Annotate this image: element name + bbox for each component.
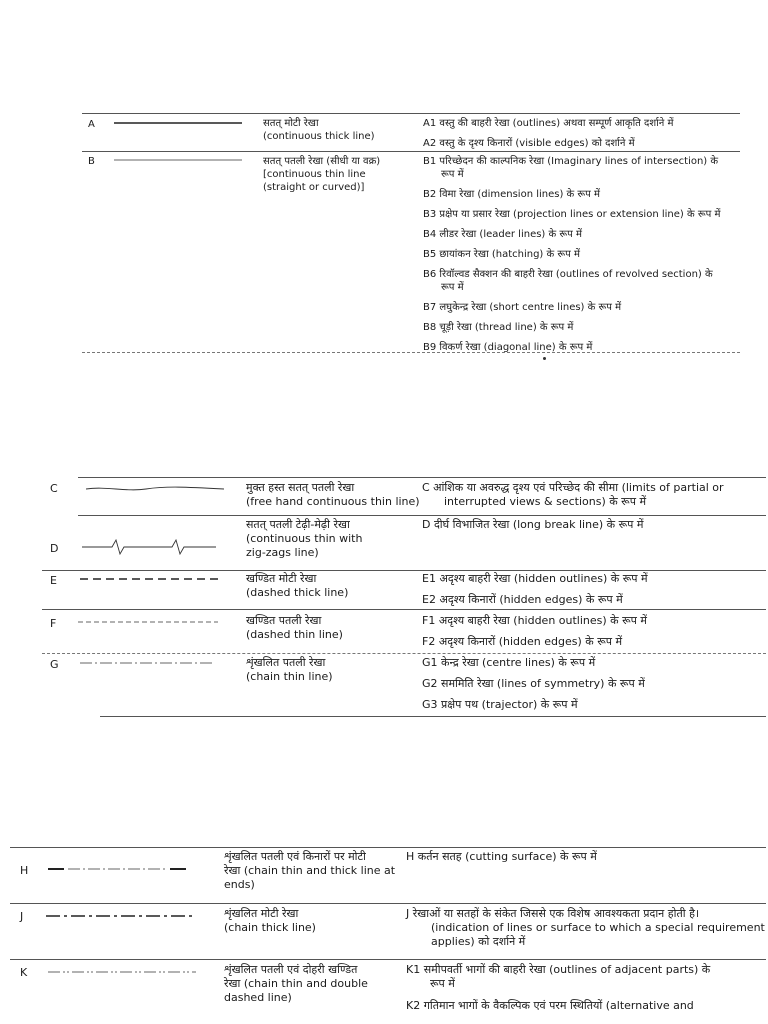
table-section-2 <box>0 380 768 760</box>
line-uses <box>422 481 766 509</box>
use-item: A2 वस्तु के दृश्य किनारों (visible edges) को दर्शाने में <box>423 138 635 149</box>
line-name-hindi: सतत् पतली रेखा (सीधी या वक्र) <box>263 156 381 167</box>
line-name-english: (chain thick line) <box>224 921 316 934</box>
line-name-hindi: मुक्त हस्त सतत् पतली रेखा <box>246 481 355 494</box>
use-item: B1 परिच्छेदन की काल्पनिक रेखा (Imaginary lines of intersection) के <box>423 156 719 167</box>
line-uses <box>422 614 766 656</box>
use-item: रूप में <box>430 977 455 990</box>
use-item: J रेखाओं या सतहों के संकेत जिससे एक विशेष आवश्यकता प्रदान होती है। <box>406 907 700 920</box>
use-item: रूप में <box>441 169 464 180</box>
line-code: J <box>20 910 24 923</box>
line-name <box>246 656 416 684</box>
line-name-hindi: खण्डित पतली रेखा <box>246 614 322 627</box>
use-item: A1 वस्तु की बाहरी रेखा (outlines) अथवा सम्पूर्ण आकृति दर्शाने में <box>423 118 674 129</box>
line-name-hindi: शृंखलित पतली एवं दोहरी खण्डित <box>224 963 358 976</box>
line-uses <box>422 656 766 719</box>
use-item: B5 छायांकन रेखा (hatching) के रूप में <box>423 249 580 260</box>
row-divider <box>42 570 766 571</box>
use-item: C आंशिक या अवरुद्ध दृश्य एवं परिच्छेद की सीमा (limits of partial or <box>422 481 724 494</box>
line-sample-continuous-thin <box>114 155 244 165</box>
line-code: H <box>20 864 29 877</box>
line-code: G <box>50 658 59 671</box>
line-code: A <box>88 119 95 130</box>
table-top-rule <box>10 847 766 848</box>
use-item: D दीर्घ विभाजित रेखा (long break line) के रूप में <box>422 518 644 531</box>
use-item: B9 विकर्ण रेखा (diagonal line) के रूप में <box>423 342 593 353</box>
line-uses <box>406 963 766 1013</box>
line-name <box>263 117 413 143</box>
line-name <box>224 907 404 935</box>
line-code: C <box>50 482 58 495</box>
line-sample-dashed-thin <box>78 617 220 627</box>
line-name <box>246 481 426 509</box>
line-uses <box>422 572 766 614</box>
line-name-hindi: शृंखलित मोटी रेखा <box>224 907 299 920</box>
line-name-english: dashed line) <box>224 991 292 1004</box>
table-top-rule <box>82 113 740 114</box>
row-divider <box>42 653 766 654</box>
use-item: रूप में <box>441 282 464 293</box>
line-sample-continuous-thick <box>114 118 244 128</box>
use-item: B8 चूड़ी रेखा (thread line) के रूप में <box>423 322 574 333</box>
row-divider <box>10 903 766 904</box>
line-name <box>224 963 400 1005</box>
line-name-hindi: सतत् पतली टेढ़ी-मेढ़ी रेखा <box>246 518 350 531</box>
use-item: (indication of lines or surface to which a special requirement <box>431 921 765 934</box>
line-name-hindi: शृंखलित पतली एवं किनारों पर मोटी <box>224 850 366 863</box>
line-name-english: (continuous thick line) <box>263 131 375 142</box>
line-name-english: (free hand continuous thin line) <box>246 495 420 508</box>
line-name-english: (straight or curved)] <box>263 182 365 193</box>
use-item: B6 रिवॉल्वड सैक्शन की बाहरी रेखा (outlines of revolved section) के <box>423 269 713 280</box>
line-name-hindi: खण्डित मोटी रेखा <box>246 572 317 585</box>
line-uses <box>422 518 766 532</box>
line-name-english: (dashed thick line) <box>246 586 349 599</box>
use-item: K1 समीपवर्ती भागों की बाहरी रेखा (outlines of adjacent parts) के <box>406 963 711 976</box>
line-sample-chain-thin-thick-ends <box>48 864 188 874</box>
use-item: B2 विमा रेखा (dimension lines) के रूप में <box>423 189 601 200</box>
use-item: interrupted views & sections) के रूप में <box>444 495 647 508</box>
line-name-english: [continuous thin line <box>263 169 366 180</box>
table-top-rule <box>78 477 766 478</box>
use-item: B3 प्रक्षेप या प्रसार रेखा (projection lines or extension line) के रूप में <box>423 209 721 220</box>
line-name <box>246 518 416 560</box>
line-code: E <box>50 574 57 587</box>
line-uses <box>406 850 766 864</box>
line-name-hindi: शृंखलित पतली रेखा <box>246 656 326 669</box>
line-uses <box>406 907 766 949</box>
line-sample-chain-thick <box>46 911 198 921</box>
table-bottom-rule <box>82 352 740 353</box>
use-item: K2 गतिमान भागों के वैकल्पिक एवं परम स्थितियों (alternative and <box>406 999 694 1012</box>
dot-mark <box>543 357 546 360</box>
line-name-english: रेखा (chain thin and double <box>224 977 368 990</box>
line-name <box>246 614 416 642</box>
line-name-english: ends) <box>224 878 255 891</box>
use-item: G3 प्रक्षेप पथ (trajector) के रूप में <box>422 698 578 711</box>
line-sample-chain-thin <box>80 658 216 668</box>
line-name <box>246 572 416 600</box>
table-bottom-rule <box>100 716 766 717</box>
use-item: F2 अदृश्य किनारों (hidden edges) के रूप में <box>422 635 623 648</box>
line-code: F <box>50 617 57 630</box>
row-divider <box>82 151 740 152</box>
line-sample-chain-thin-double-dashed <box>48 967 198 977</box>
table-section-1 <box>0 0 768 380</box>
line-name <box>224 850 404 892</box>
use-item: F1 अदृश्य बाहरी रेखा (hidden outlines) के रूप में <box>422 614 647 627</box>
use-item: G2 सममिति रेखा (lines of symmetry) के रूप में <box>422 677 645 690</box>
use-item: B7 लघुकेन्द्र रेखा (short centre lines) के रूप में <box>423 302 622 313</box>
row-divider <box>42 609 766 610</box>
line-code: B <box>88 156 95 167</box>
line-uses <box>423 155 743 361</box>
use-item: E1 अदृश्य बाहरी रेखा (hidden outlines) के रूप में <box>422 572 648 585</box>
line-name-english: (chain thin line) <box>246 670 333 683</box>
line-name-english: रेखा (chain thin and thick line at <box>224 864 396 877</box>
line-sample-freehand <box>86 483 226 495</box>
line-name-english: (dashed thin line) <box>246 628 343 641</box>
line-name-english: (continuous thin with <box>246 532 363 545</box>
line-name-english: zig-zags line) <box>246 546 319 559</box>
use-item: B4 लीडर रेखा (leader lines) के रूप में <box>423 229 582 240</box>
line-name-hindi: सतत् मोटी रेखा <box>263 118 319 129</box>
table-section-3 <box>0 760 768 1024</box>
line-sample-dashed-thick <box>80 574 222 584</box>
line-name <box>263 155 418 194</box>
use-item: E2 अदृश्य किनारों (hidden edges) के रूप में <box>422 593 623 606</box>
use-item: G1 केन्द्र रेखा (centre lines) के रूप में <box>422 656 596 669</box>
use-item: applies) को दर्शाने में <box>431 935 526 948</box>
row-divider <box>78 515 766 516</box>
row-divider <box>10 959 766 960</box>
use-item: H कर्तन सतह (cutting surface) के रूप में <box>406 850 597 863</box>
line-sample-zigzag <box>82 535 218 557</box>
line-code: D <box>50 542 59 555</box>
line-code: K <box>20 966 28 979</box>
